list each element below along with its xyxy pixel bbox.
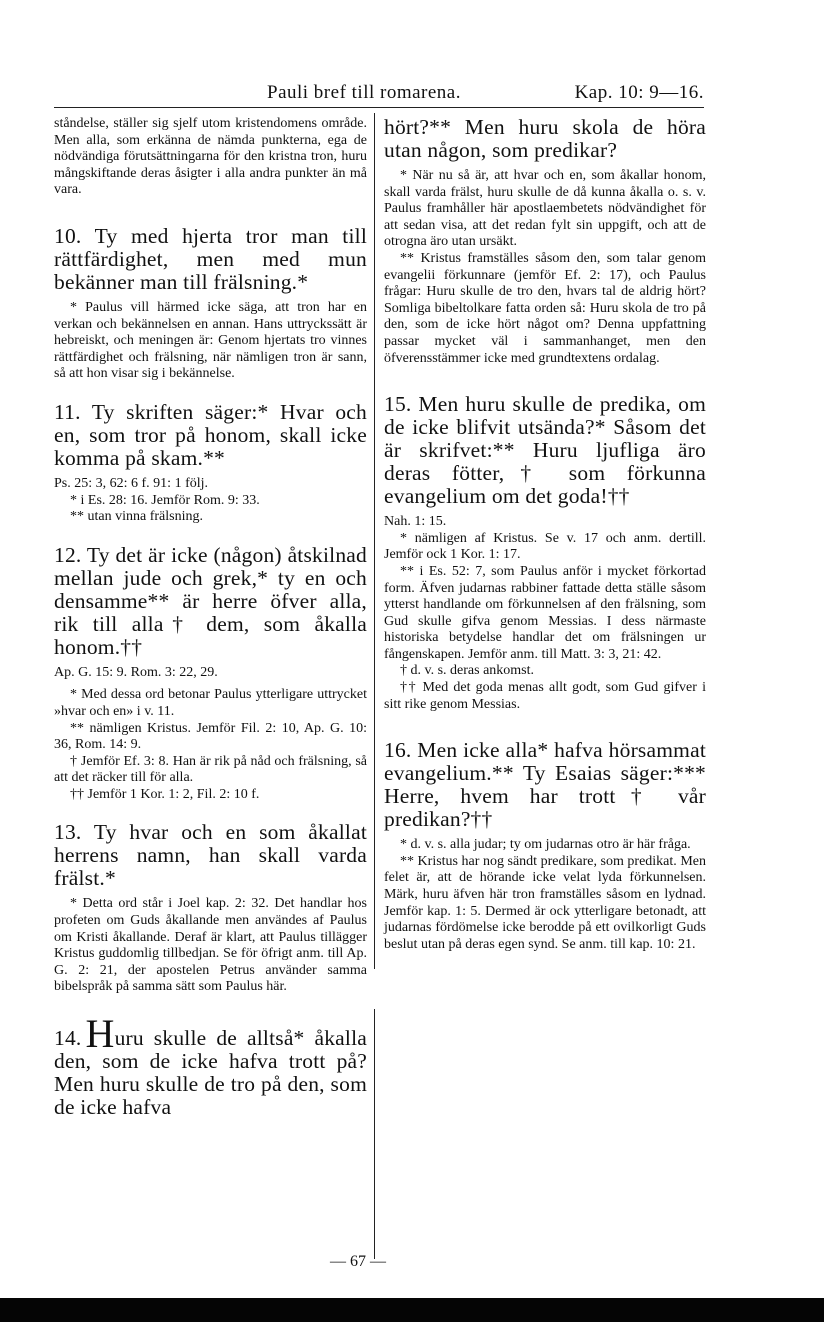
footnote-16b: ** Kristus har nog sändt predikare, som predikat. Men felet är, att de hörande icke velat lyda förkunnelsen. Märk, huru äfven här tron framställes såsom en lydnad. Jemför kap. 1: 5. Dermed är ock ytterligare betonadt, att judarnas fördömelse icke berodde på ett ovilkorligt Guds beslut utan på deras egen synd. Se anm. till kap. 10: 21. — [384, 853, 706, 952]
footnote-11a: * i Es. 28: 16. Jemför Rom. 9: 33. — [70, 492, 260, 508]
footnote-15d: †† Med det goda menas allt godt, som Gud gifver i sitt rike genom Messias. — [384, 680, 706, 712]
footnote-15a: * nämligen af Kristus. Se v. 17 och anm. dertill. Jemför ock 1 Kor. 1: 17. — [384, 530, 706, 563]
verse-14-continued: hört?** Men huru skola de höra utan någon, som predikar? — [384, 115, 706, 162]
verse-14-number: 14. — [54, 1026, 82, 1051]
footnote-12c: † Jemför Ef. 3: 8. Han är rik på nåd och frälsning, så att det räcker till för alla. — [54, 753, 367, 786]
footnote-15c: † d. v. s. deras ankomst. — [400, 663, 535, 679]
footnote-15b: ** i Es. 52: 7, som Paulus anför i mycket förkortad form. Äfven judarnas rabbiner fattade detta ställe såsom ytterst handlande om förkunnelsen af den frälsning, som Gud skulle gifva genom Messias. I dess närmaste historiska betydelse handlar det om frälsningen ur fångenskapen. Jemför anm. till Matt. 3: 3, 21: 42. — [384, 563, 706, 662]
chapter-reference: Kap. 10: 9—16. — [574, 82, 704, 103]
verse-14-text: uru skulle de alltså* åkalla den, som de icke hafva trott på? Men huru skulle de tro på den, som de icke hafva — [54, 1026, 367, 1120]
footnote-12d: †† Jemför 1 Kor. 1: 2, Fil. 2: 10 f. — [70, 786, 260, 802]
verse-13: 13. Ty hvar och en som åkallat herrens namn, han skall varda frälst.* — [54, 820, 367, 891]
running-header — [54, 80, 704, 106]
left-column — [54, 116, 367, 1119]
running-title: Pauli bref till romarena. — [267, 82, 461, 103]
footnote-continuation: ståndelse, ställer sig sjelf utom kristendomens område. Men alla, som erkänna de nämda punkterna, ega de nödvändiga förutsättningarna för den kristna tron, huru mångskiftande deras åsigter i alla andra punkter än må vara. — [54, 116, 367, 198]
verse-11: 11. Ty skriften säger:* Hvar och en, som tror på honom, skall icke komma på skam.** — [54, 399, 367, 470]
reference-12: Ap. G. 15: 9. Rom. 3: 22, 29. — [54, 664, 218, 680]
drop-cap: H — [85, 1011, 115, 1057]
footnote-11b: ** utan vinna frälsning. — [70, 509, 203, 525]
footnote-10: * Paulus vill härmed icke säga, att tron har en verkan och bekännelsen en annan. Hans uttryckssätt är hebreiskt, och meningen är: Genom hjertats tro vinnes rättfärdighet och frälsning, när nämligen tron är sann, så att hon visar sig i bekännelse. — [54, 299, 367, 382]
page-number: — 67 — — [330, 1253, 386, 1270]
verse-16: 16. Men icke alla* hafva hörsammat evangelium.** Ty Esaias säger:*** Herre, hvem har trott† vår predikan?†† — [384, 738, 706, 832]
verse-14 — [54, 1011, 367, 1120]
column-divider — [374, 113, 375, 969]
column-divider-lower — [374, 1009, 375, 1259]
right-column — [384, 116, 706, 953]
verse-12: 12. Ty det är icke (någon) åtskilnad mellan jude och grek,* ty en och densamme** är herre öfver alla, rik till alla† dem, som åkalla honom.†† — [54, 542, 367, 659]
footnote-12b: ** nämligen Kristus. Jemför Fil. 2: 10, Ap. G. 10: 36, Rom. 14: 9. — [54, 720, 367, 753]
footnote-14b: ** Kristus framställes såsom den, som talar genom evangelii förkunnare (jemför Ef. 2: 17), och Paulus frågar: Huru skulle de tro den, hvars tal de aldrig hört? Somliga bibeltolkare fatta orden så: Huru skola de tro på den, som de icke hört något om? Denna uppfattning passar mycket väl i sammanhanget, men den öfverensstämmer icke med grundtextens ordalag. — [384, 250, 706, 366]
footnote-14a: * När nu så är, att hvar och en, som åkallar honom, skall varda frälst, huru skulle de då kunna åkalla o. s. v. Paulus framhåller här apostlaembetets nödvändighet för att sedan visa, att det redan fylt sin uppgift, och att de otrogna äro utan ursäkt. — [384, 168, 706, 250]
scan-edge-band — [0, 1298, 824, 1322]
verse-15: 15. Men huru skulle de predika, om de icke blifvit utsända?* Såsom det är skrifvet:** Huru ljufliga äro deras fötter,† som förkunna evangelium om det goda!†† — [384, 392, 706, 509]
header-rule — [54, 107, 704, 108]
verse-10: 10. Ty med hjerta tror man till rättfärdighet, men med mun bekänner man till frälsning.* — [54, 223, 367, 294]
footnote-12a: * Med dessa ord betonar Paulus ytterligare uttrycket »hvar och en» i v. 11. — [54, 687, 367, 719]
footnote-16a: * d. v. s. alla judar; ty om judarnas otro är här fråga. — [400, 837, 691, 853]
reference-11: Ps. 25: 3, 62: 6 f. 91: 1 följ. — [54, 475, 209, 491]
footnote-13: * Detta ord står i Joel kap. 2: 32. Det handlar hos profeten om Guds åkallande men användes af Paulus om Kristi åkallande. Deraf är klart, att Paulus tillägger Kristus guddomlig tillbedjan. Se för öfrigt anm. till Ap. G. 2: 21, der apostelen Petrus använder samma bibelspråk på samma sätt som Paulus här. — [54, 896, 367, 995]
reference-15: Nah. 1: 15. — [384, 514, 447, 530]
